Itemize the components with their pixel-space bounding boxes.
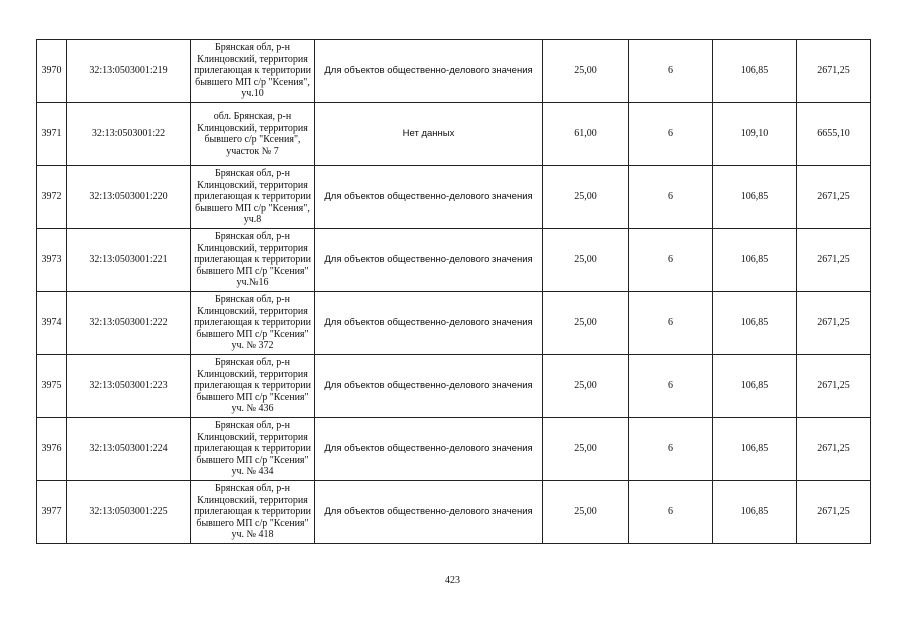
cadastral-number-cell: 32:13:0503001:224 bbox=[67, 418, 191, 481]
total-value-cell: 2671,25 bbox=[797, 355, 871, 418]
row-number-cell: 3976 bbox=[37, 418, 67, 481]
row-number-cell: 3975 bbox=[37, 355, 67, 418]
group-cell: 6 bbox=[629, 229, 713, 292]
land-use-purpose-cell: Для объектов общественно-делового значения bbox=[315, 40, 543, 103]
total-value-cell: 2671,25 bbox=[797, 166, 871, 229]
table-row bbox=[37, 355, 871, 418]
group-cell: 6 bbox=[629, 355, 713, 418]
land-use-purpose-cell: Для объектов общественно-делового значения bbox=[315, 166, 543, 229]
table-row bbox=[37, 166, 871, 229]
address-cell: Брянская обл, р-н Клинцовский, территория прилегающая к территории бывшего МП с/р "Ксения", уч.8 bbox=[191, 166, 315, 229]
group-cell: 6 bbox=[629, 166, 713, 229]
rate-cell: 106,85 bbox=[713, 40, 797, 103]
cadastral-number-cell: 32:13:0503001:22 bbox=[67, 103, 191, 166]
land-use-purpose-cell: Для объектов общественно-делового значения bbox=[315, 355, 543, 418]
total-value-cell: 2671,25 bbox=[797, 481, 871, 544]
cadastral-number-cell: 32:13:0503001:225 bbox=[67, 481, 191, 544]
land-use-purpose-cell: Для объектов общественно-делового значения bbox=[315, 292, 543, 355]
row-number-cell: 3974 bbox=[37, 292, 67, 355]
rate-cell: 106,85 bbox=[713, 292, 797, 355]
address-cell: Брянская обл, р-н Клинцовский, территория прилегающая к территории бывшего МП с/р "Ксения", уч.10 bbox=[191, 40, 315, 103]
row-number-cell: 3973 bbox=[37, 229, 67, 292]
cadastral-number-cell: 32:13:0503001:219 bbox=[67, 40, 191, 103]
cadastral-number-cell: 32:13:0503001:220 bbox=[67, 166, 191, 229]
row-number-cell: 3970 bbox=[37, 40, 67, 103]
address-cell: Брянская обл, р-н Клинцовский, территория прилегающая к территории бывшего МП с/р "Ксения" уч. № 372 bbox=[191, 292, 315, 355]
address-cell: Брянская обл, р-н Клинцовский, территория прилегающая к территории бывшего МП с/р "Ксения" уч.№16 bbox=[191, 229, 315, 292]
table-body bbox=[37, 40, 871, 544]
rate-cell: 109,10 bbox=[713, 103, 797, 166]
group-cell: 6 bbox=[629, 40, 713, 103]
area-cell: 25,00 bbox=[543, 481, 629, 544]
table-row bbox=[37, 229, 871, 292]
address-cell: Брянская обл, р-н Клинцовский, территория прилегающая к территории бывшего МП с/р "Ксения" уч. № 436 bbox=[191, 355, 315, 418]
area-cell: 25,00 bbox=[543, 292, 629, 355]
rate-cell: 106,85 bbox=[713, 418, 797, 481]
total-value-cell: 2671,25 bbox=[797, 418, 871, 481]
table-row bbox=[37, 292, 871, 355]
rate-cell: 106,85 bbox=[713, 481, 797, 544]
row-number-cell: 3971 bbox=[37, 103, 67, 166]
table-row bbox=[37, 103, 871, 166]
land-use-purpose-cell: Нет данных bbox=[315, 103, 543, 166]
land-use-purpose-cell: Для объектов общественно-делового значения bbox=[315, 418, 543, 481]
table-row bbox=[37, 481, 871, 544]
address-cell: Брянская обл, р-н Клинцовский, территория прилегающая к территории бывшего МП с/р "Ксения" уч. № 434 bbox=[191, 418, 315, 481]
cadastral-table bbox=[36, 39, 871, 544]
total-value-cell: 2671,25 bbox=[797, 292, 871, 355]
rate-cell: 106,85 bbox=[713, 355, 797, 418]
row-number-cell: 3972 bbox=[37, 166, 67, 229]
group-cell: 6 bbox=[629, 481, 713, 544]
total-value-cell: 6655,10 bbox=[797, 103, 871, 166]
group-cell: 6 bbox=[629, 418, 713, 481]
cadastral-number-cell: 32:13:0503001:221 bbox=[67, 229, 191, 292]
group-cell: 6 bbox=[629, 103, 713, 166]
address-cell: Брянская обл, р-н Клинцовский, территория прилегающая к территории бывшего МП с/р "Ксения" уч. № 418 bbox=[191, 481, 315, 544]
land-use-purpose-cell: Для объектов общественно-делового значения bbox=[315, 481, 543, 544]
table-row bbox=[37, 418, 871, 481]
row-number-cell: 3977 bbox=[37, 481, 67, 544]
land-use-purpose-cell: Для объектов общественно-делового значения bbox=[315, 229, 543, 292]
total-value-cell: 2671,25 bbox=[797, 40, 871, 103]
table-row bbox=[37, 40, 871, 103]
rate-cell: 106,85 bbox=[713, 229, 797, 292]
group-cell: 6 bbox=[629, 292, 713, 355]
total-value-cell: 2671,25 bbox=[797, 229, 871, 292]
page-number: 423 bbox=[445, 575, 460, 586]
cadastral-number-cell: 32:13:0503001:222 bbox=[67, 292, 191, 355]
area-cell: 25,00 bbox=[543, 355, 629, 418]
area-cell: 25,00 bbox=[543, 418, 629, 481]
area-cell: 25,00 bbox=[543, 40, 629, 103]
area-cell: 25,00 bbox=[543, 166, 629, 229]
cadastral-number-cell: 32:13:0503001:223 bbox=[67, 355, 191, 418]
address-cell: обл. Брянская, р-н Клинцовский, территория бывшего с/р "Ксения", участок № 7 bbox=[191, 103, 315, 166]
rate-cell: 106,85 bbox=[713, 166, 797, 229]
area-cell: 25,00 bbox=[543, 229, 629, 292]
area-cell: 61,00 bbox=[543, 103, 629, 166]
